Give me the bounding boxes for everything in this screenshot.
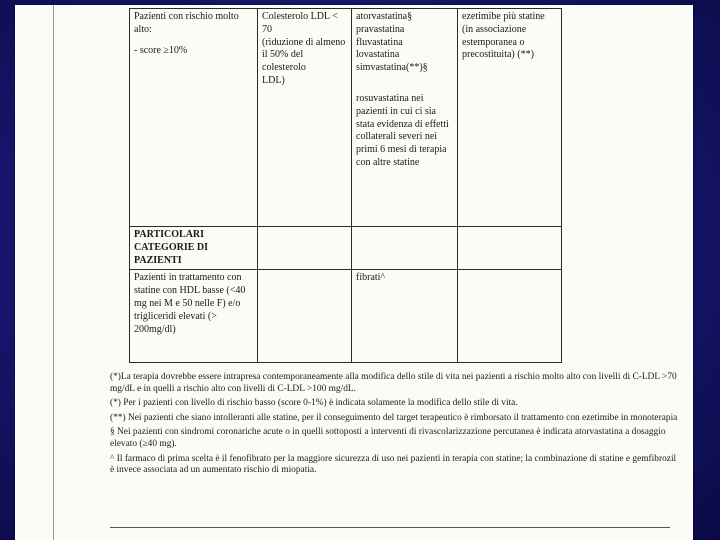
page-fold-line: [53, 5, 54, 540]
therapy-table: [129, 8, 562, 363]
cell-alternative-therapy: ezetimibe più statine (in associazione estemporanea o precostituita) (**): [458, 9, 562, 227]
empty-cell: [258, 270, 352, 363]
empty-cell: [458, 227, 562, 270]
table-row: [130, 270, 562, 363]
empty-cell: [458, 270, 562, 363]
cell-ldl-target: Colesterolo LDL < 70 (riduzione di almeno il 50% del colesterolo LDL): [258, 9, 352, 227]
table-row: [130, 227, 562, 270]
footnote: (*) Per i pazienti con livello di rischio basso (score 0-1%) è indicata solamente la modifica dello stile di vita.: [110, 398, 518, 409]
cell-low-hdl-patients: Pazienti in trattamento con statine con HDL basse (<40 mg nei M e 50 nelle F) e/o trigliceridi elevati (> 200mg/dl): [130, 270, 258, 363]
cell-statins: atorvastatina§ pravastatina fluvastatina lovastatina simvastatina(**)§ rosuvastatina nei pazienti in cui ci sia stata evidenza di effetti collaterali severi nei primi 6 mesi di terapia con altre statine: [352, 9, 458, 227]
cell-fibrates: fibrati^: [352, 270, 458, 363]
footnote: (**) Nei pazienti che siano intolleranti alle statine, per il conseguimento del target terapeutico è rimborsato il trattamento con ezetimibe in monoterapia: [110, 412, 678, 423]
footnote: § Nei pazienti con sindromi coronariche acute o in quelli sottoposti a interventi di rivascolarizzazione percutanea è indicata atorvastatina a dosaggio elevato (≥40 mg).: [110, 427, 666, 449]
cell-high-risk-patients: Pazienti con rischio molto alto: - score ≥10%: [130, 9, 258, 227]
table-row: [130, 9, 562, 227]
empty-cell: [352, 227, 458, 270]
footnote: ^ Il farmaco di prima scelta è il fenofibrato per la maggiore sicurezza di uso nei pazienti in terapia con statine; la combinazione di statine e gemfibrozil è invece associata ad un aumentato rischio di miopatia.: [110, 453, 677, 476]
footnote: (*)La terapia dovrebbe essere intrapresa contemporaneamente alla modifica dello stile di vita nei pazienti a rischio molto alto con livelli di C-LDL >70 mg/dL e in quelli a rischio alto con livelli di C-LDL >100 mg/dL.: [110, 372, 677, 394]
empty-cell: [258, 227, 352, 270]
footnotes-bottom-rule: [110, 527, 670, 528]
footnotes: [110, 372, 680, 480]
cell-special-categories: PARTICOLARI CATEGORIE DI PAZIENTI: [130, 227, 258, 270]
